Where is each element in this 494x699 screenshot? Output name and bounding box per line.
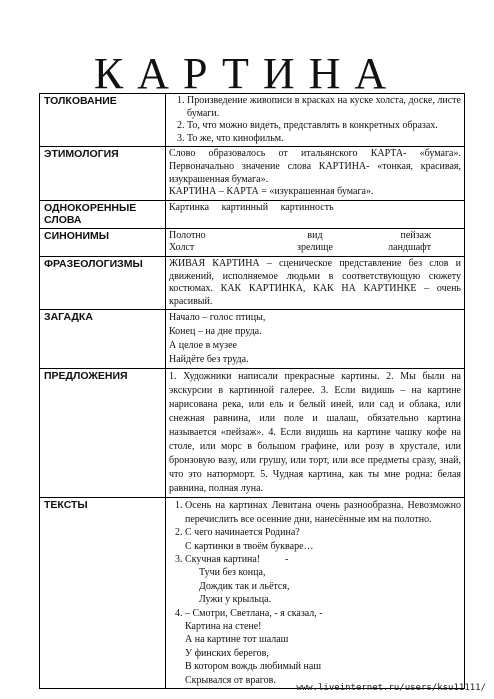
text-line: С картинки в твоём букваре… — [185, 540, 314, 552]
row-content — [166, 498, 465, 689]
text-item — [185, 526, 461, 553]
text-item — [185, 553, 461, 607]
text-line: 2. С чего начинается Родина? — [185, 527, 300, 539]
synonym: Полотно — [169, 229, 206, 241]
cognate-word: картинность — [280, 201, 334, 213]
text-line: Дождик так и льётся, — [199, 580, 290, 592]
etymology-text: Слово образовалось от итальянского КАРТА- «бумага». Первоначально значение слова КАРТИНА- «тонкая, красивая, изукрашенная бумага». — [169, 148, 461, 185]
row-label: СИНОНИМЫ — [40, 228, 166, 256]
row-content — [166, 310, 465, 369]
row-label: ФРАЗЕОЛОГИЗМЫ — [40, 256, 166, 309]
synonym: ландшафт — [388, 242, 431, 254]
row-teksty — [40, 498, 465, 689]
row-zagadka — [40, 310, 465, 369]
row-odnokorennye — [40, 200, 465, 228]
riddle-line: Найдёте без труда. — [169, 354, 249, 366]
row-label: ОДНОКОРЕННЫЕ СЛОВА — [40, 200, 166, 228]
row-content — [166, 147, 465, 200]
cognate-word: Картинка — [169, 201, 210, 213]
synonym: пейзаж — [400, 229, 431, 241]
synonym: Холст — [169, 242, 195, 254]
row-etimologiya — [40, 147, 465, 200]
row-tolkovanie — [40, 94, 465, 147]
text-line: У финских берегов, — [185, 647, 269, 659]
row-label: ЗАГАДКА — [40, 310, 166, 369]
synonym: зрелище — [297, 242, 333, 254]
row-content — [166, 200, 465, 228]
text-line: 3. Скучная картина! - — [185, 553, 289, 565]
row-frazeologizmy — [40, 256, 465, 309]
text-line: 4. – Смотри, Светлана, - я сказал, - — [185, 607, 323, 619]
text-line: Скрывался от врагов. — [185, 674, 276, 686]
page-title: КАРТИНА — [93, 49, 401, 98]
etymology-formula: КАРТИНА – КАРТА = «изукрашенная бумага». — [169, 186, 374, 198]
riddle-line: Конец – на дне пруда. — [169, 326, 262, 338]
text-item — [185, 607, 461, 687]
row-label: ЭТИМОЛОГИЯ — [40, 147, 166, 200]
row-content — [166, 228, 465, 256]
row-content: 1. Художники написали прекрасные картины. 2. Мы были на экскурсии в картинной галерее. 3. Если видишь – на картине нарисована река, или ель и белый иней, или сад и облака, или снежная равнина, или поле и шалаш, обязательно картина называется «пейзаж». 4. Если видишь на картине чашку кофе на столе, или морс в большом графине, или розу в хрустале, или бронзовую вазу, или грушу, или торт, или все предметы сразу, знай, что это натюрморт. 5. Чудная картина, как ты мне родна: белая равнина, полная луна. — [166, 369, 465, 498]
row-label: ТЕКСТЫ — [40, 498, 166, 689]
list-item: 3. То же, что кинофильм. — [187, 133, 461, 146]
list-item: 1. Произведение живописи в красках на куске холста, доске, листе бумаги. — [187, 95, 461, 120]
text-line: Картина на стене! — [185, 620, 262, 632]
cognate-word: картинный — [221, 201, 269, 213]
row-predlozheniya — [40, 369, 465, 498]
row-label: ПРЕДЛОЖЕНИЯ — [40, 369, 166, 498]
text-line: А на картине тот шалаш — [185, 634, 289, 646]
row-sinonimy — [40, 228, 465, 256]
text-line: Тучи без конца, — [199, 567, 266, 579]
text-item — [185, 499, 461, 526]
synonym: вид — [307, 229, 323, 241]
list-item: 2. То, что можно видеть, представлять в конкретных образах. — [187, 120, 461, 133]
source-watermark: www.liveinternet.ru/users/ksu11111/ — [296, 683, 486, 693]
row-label: ТОЛКОВАНИЕ — [40, 94, 166, 147]
text-line: В котором вождь любимый наш — [185, 661, 322, 673]
row-content — [166, 94, 465, 147]
text-line: 1. Осень на картинах Левитана очень разнообразна. Невозможно перечислить все осенние дни, нанесённые им на полотно. — [185, 500, 461, 525]
text-line: Лужи у крыльца. — [199, 594, 272, 606]
word-card-table — [39, 93, 465, 689]
row-content: ЖИВАЯ КАРТИНА – сценическое представление без слов и движений, исполняемое людьми в соответствующую сюжету костюмах. КАК КАРТИНКА, КАК НА КАРТИНКЕ – очень красивый. — [166, 256, 465, 309]
riddle-line: Начало – голос птицы, — [169, 312, 266, 324]
riddle-line: А целое в музее — [169, 340, 237, 352]
